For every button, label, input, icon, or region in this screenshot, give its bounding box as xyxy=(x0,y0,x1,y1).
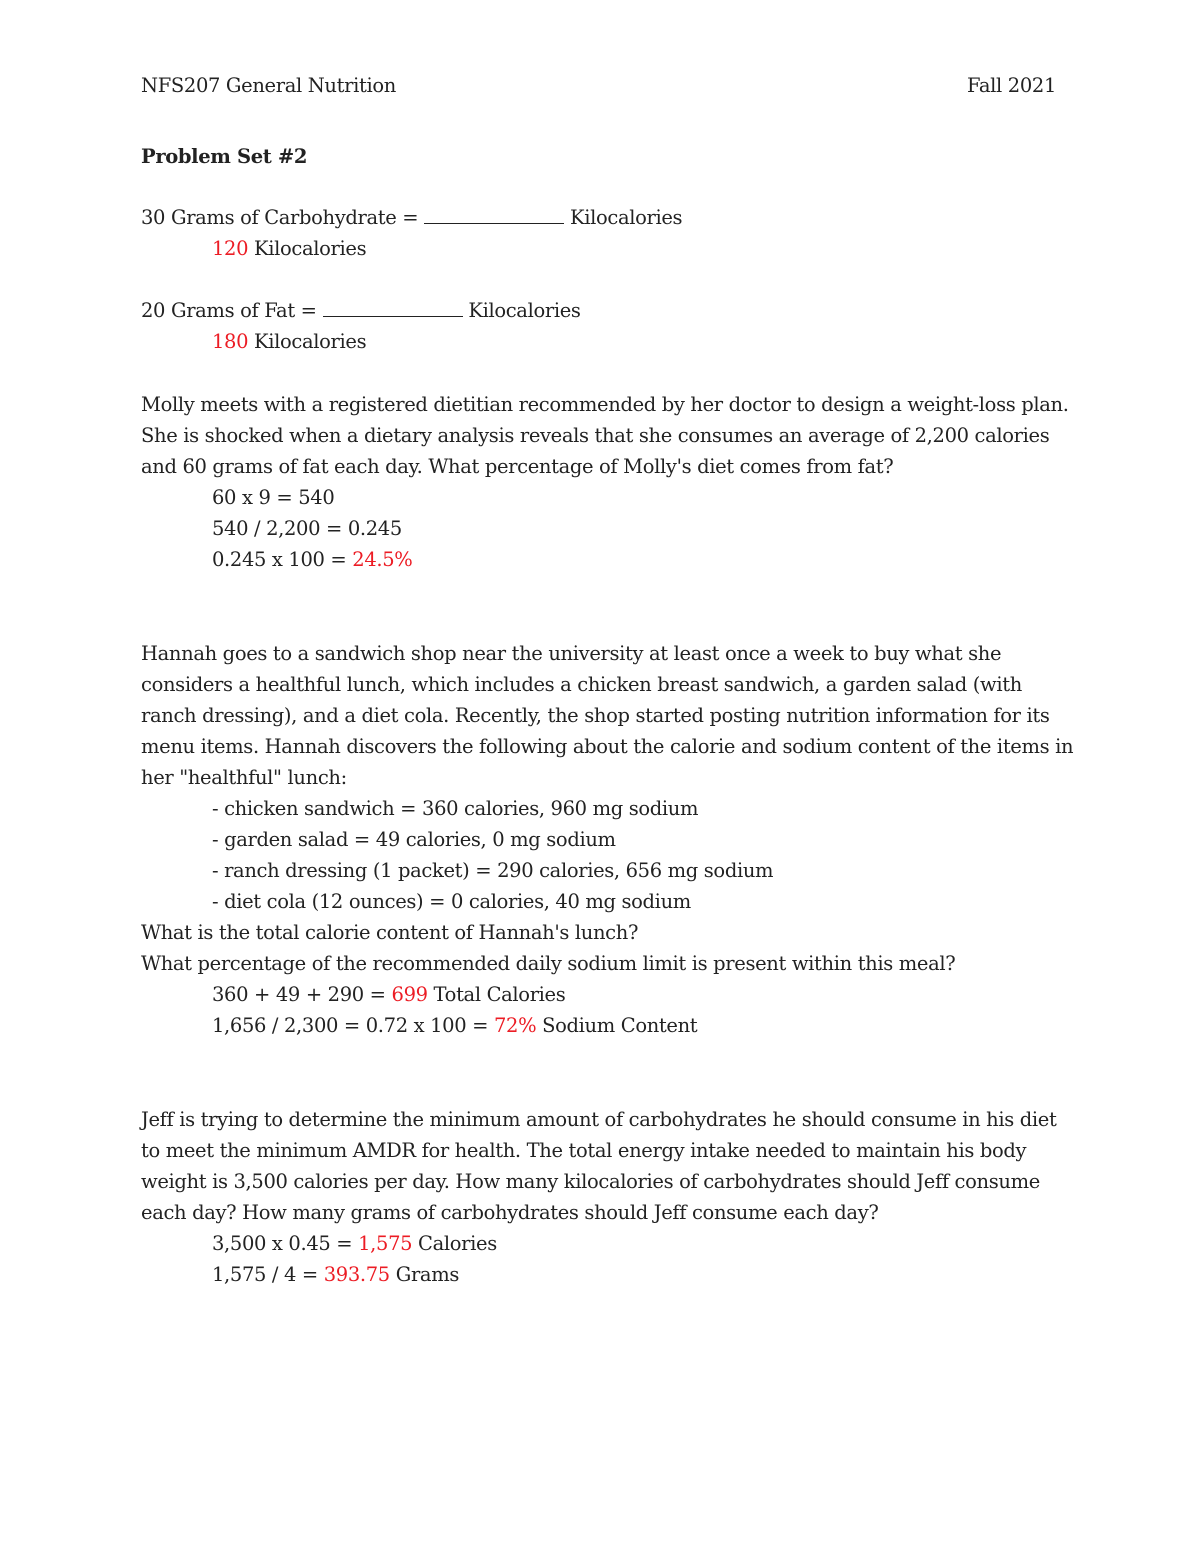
molly-final-answer xyxy=(212,544,412,575)
hannah-answer-calories xyxy=(212,979,565,1010)
answer-unit: Total Calories xyxy=(427,983,566,1006)
answer-unit: Sodium Content xyxy=(536,1014,698,1037)
molly-work-line: 540 / 2,200 = 0.245 xyxy=(212,517,402,540)
answer-value: 180 xyxy=(212,330,249,353)
answer-unit: Kilocalories xyxy=(248,237,367,260)
course-name: NFS207 General Nutrition xyxy=(141,74,396,97)
jeff-answer-kcal xyxy=(212,1228,497,1259)
lunch-item: - diet cola (12 ounces) = 0 calories, 40 mg sodium xyxy=(212,890,691,913)
jeff-paragraph-line: weight is 3,500 calories per day. How many kilocalories of carbohydrates should Jeff consume xyxy=(141,1170,1040,1193)
lunch-item: - garden salad = 49 calories, 0 mg sodium xyxy=(212,828,616,851)
answer-value: 393.75 xyxy=(323,1263,390,1286)
hannah-question-calories: What is the total calorie content of Hannah's lunch? xyxy=(141,921,639,944)
answer-fat-kcal xyxy=(212,326,366,357)
calculation: 360 + 49 + 290 = xyxy=(212,983,392,1006)
hannah-paragraph-line: ranch dressing), and a diet cola. Recently, the shop started posting nutrition information for its xyxy=(141,704,1050,727)
answer-unit: Kilocalories xyxy=(248,330,367,353)
answer-blank xyxy=(424,204,564,224)
answer-value: 24.5% xyxy=(352,548,413,571)
jeff-paragraph-line: each day? How many grams of carbohydrates should Jeff consume each day? xyxy=(141,1201,879,1224)
question-fat-kcal xyxy=(141,295,581,326)
answer-value: 699 xyxy=(391,983,428,1006)
jeff-paragraph-line: Jeff is trying to determine the minimum amount of carbohydrates he should consume in his diet xyxy=(141,1108,1057,1131)
question-text: 20 Grams of Fat = xyxy=(141,299,323,322)
hannah-paragraph-line: Hannah goes to a sandwich shop near the university at least once a week to buy what she xyxy=(141,642,1002,665)
question-carbohydrate-kcal xyxy=(141,202,682,233)
answer-value: 1,575 xyxy=(358,1232,413,1255)
molly-paragraph-line: Molly meets with a registered dietitian recommended by her doctor to design a weight-loss plan. xyxy=(141,393,1069,416)
lunch-item: - chicken sandwich = 360 calories, 960 mg sodium xyxy=(212,797,699,820)
calculation: 0.245 x 100 = xyxy=(212,548,353,571)
jeff-answer-grams xyxy=(212,1259,459,1290)
answer-value: 72% xyxy=(493,1014,537,1037)
lunch-item: - ranch dressing (1 packet) = 290 calories, 656 mg sodium xyxy=(212,859,774,882)
answer-unit: Calories xyxy=(412,1232,497,1255)
term: Fall 2021 xyxy=(967,74,1056,97)
answer-value: 120 xyxy=(212,237,249,260)
molly-paragraph-line: and 60 grams of fat each day. What percentage of Molly's diet comes from fat? xyxy=(141,455,894,478)
calculation: 1,575 / 4 = xyxy=(212,1263,324,1286)
question-text: 30 Grams of Carbohydrate = xyxy=(141,206,425,229)
answer-unit: Grams xyxy=(389,1263,459,1286)
hannah-paragraph-line: considers a healthful lunch, which includes a chicken breast sandwich, a garden salad (with xyxy=(141,673,1022,696)
molly-paragraph-line: She is shocked when a dietary analysis reveals that she consumes an average of 2,200 calories xyxy=(141,424,1050,447)
question-unit: Kilocalories xyxy=(462,299,581,322)
calculation: 1,656 / 2,300 = 0.72 x 100 = xyxy=(212,1014,494,1037)
molly-work-line: 60 x 9 = 540 xyxy=(212,486,335,509)
answer-carbohydrate-kcal xyxy=(212,233,366,264)
answer-blank xyxy=(323,297,463,317)
hannah-paragraph-line: her "healthful" lunch: xyxy=(141,766,347,789)
hannah-paragraph-line: menu items. Hannah discovers the following about the calorie and sodium content of the items in xyxy=(141,735,1074,758)
jeff-paragraph-line: to meet the minimum AMDR for health. The total energy intake needed to maintain his body xyxy=(141,1139,1027,1162)
hannah-answer-sodium xyxy=(212,1010,697,1041)
hannah-question-sodium: What percentage of the recommended daily sodium limit is present within this meal? xyxy=(141,952,956,975)
calculation: 3,500 x 0.45 = xyxy=(212,1232,359,1255)
question-unit: Kilocalories xyxy=(564,206,683,229)
problem-set-title: Problem Set #2 xyxy=(141,145,308,168)
